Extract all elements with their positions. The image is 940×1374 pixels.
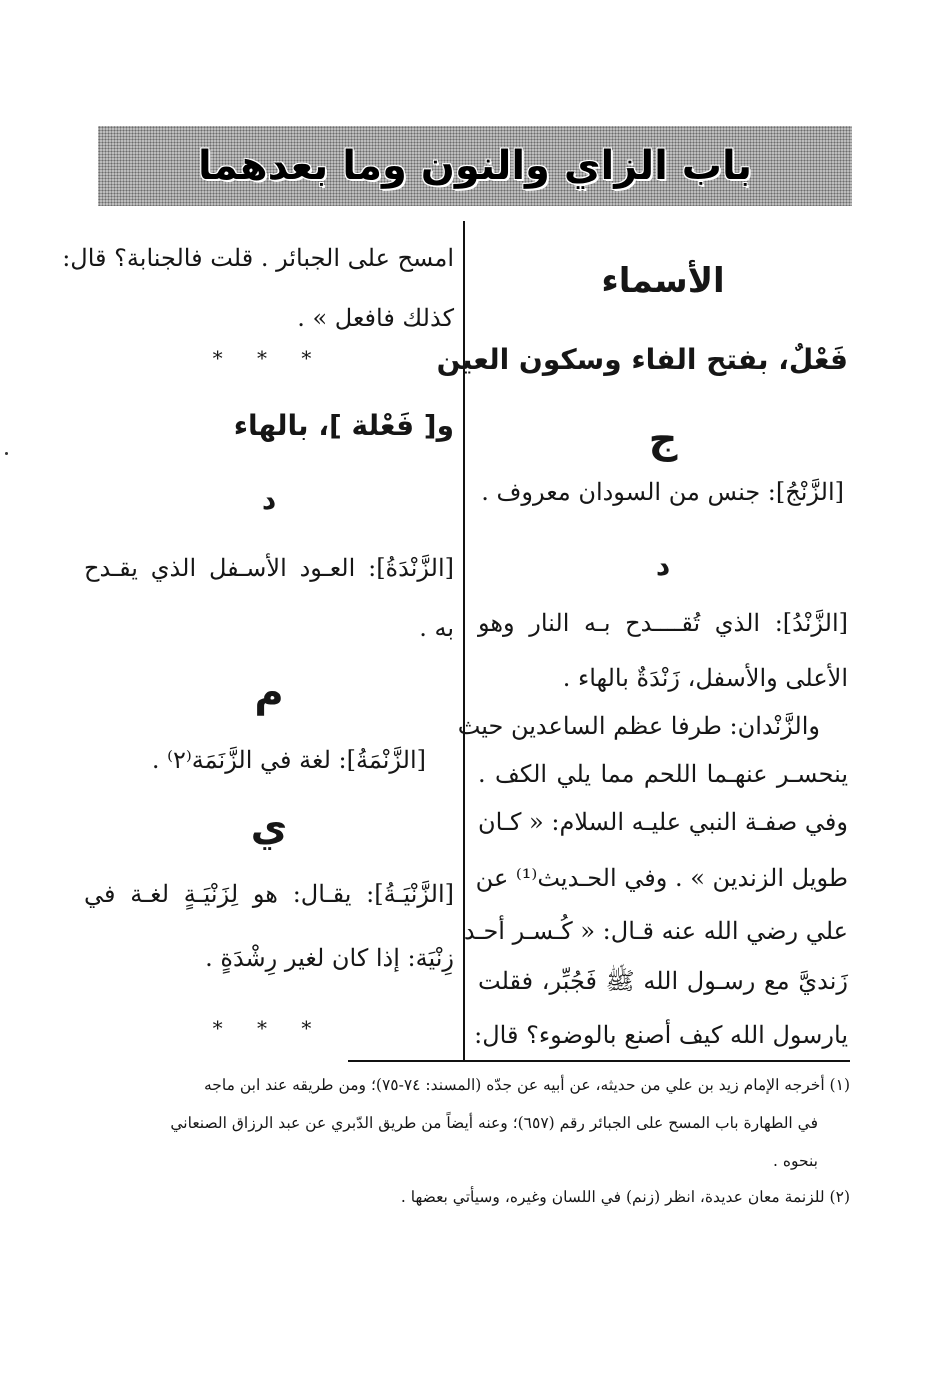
entry-line: زَنديَّ مع رسـول الله ﷺ فَجُبِّر، فقلت	[478, 967, 848, 995]
entry-line: والزَّنْدان: طرفا عظم الساعدين حيث	[457, 712, 820, 740]
section-heading: الأسماء	[601, 261, 725, 301]
footnote-line: في الطهارة باب المسح على الجبائر رقم (٦٥٧)؛ وعنه أيضاً من طريق الدّبري عن عبد الرزاق الصنعاني	[170, 1114, 818, 1132]
entry-line: كذلك فافعل » .	[297, 304, 454, 332]
entry-zanj: [الزَّنْجُ]: جنس من السودان معروف .	[481, 478, 844, 506]
entry-line: ينحسـر عنهـما اللحم مما يلي الكف .	[478, 760, 848, 788]
chapter-title: باب الزاي والنون وما بعدهما	[198, 143, 752, 189]
entry-line: زِنْيَة: إذا كان لغير رِشْدَةٍ .	[205, 944, 454, 972]
footnote-line: (٢) للزنمة معان عديدة، انظر (زنم) في اللسان وغيره، وسيأتي بعضها .	[400, 1188, 850, 1206]
entry-line: يارسول الله كيف أصنع بالوضوء؟ قال:	[474, 1021, 848, 1049]
letter-heading-dal: د	[261, 483, 277, 516]
footnote-line: بنحوه .	[773, 1152, 818, 1170]
entry-line: [الزَّنْدَةُ]: العـود الأسـفل الذي يقـدح	[84, 554, 454, 582]
footnote-line: (١) أخرجه الإمام زيد بن علي من حديثه، عن أبيه عن جدّه (المسند: ٧٤-٧٥)؛ ومن طريقه عند ابن ماجه	[203, 1076, 850, 1094]
scan-speck	[5, 452, 8, 455]
pattern-subheading: فَعْلٌ، بفتح الفاء وسكون العين	[436, 343, 848, 376]
entry-zanma: [الزَّنْمَةُ]: لغة في الزَّنَمَة⁽٢⁾ .	[151, 746, 426, 774]
separator-stars: * * *	[212, 1016, 326, 1040]
entry-line: [الزَّنْدُ]: الذي تُقــــدح بـه النار وهو	[478, 609, 848, 637]
entry-line: [الزَّنْيَـةُ]: يقـال: هو لِزَنْيَـةٍ لغـة في	[84, 880, 454, 908]
letter-heading-ya: ي	[250, 804, 288, 850]
entry-line: طويل الزندين » . وفي الحـديث⁽¹⁾ عن	[475, 864, 848, 892]
entry-line: وفي صفـة النبي عليـه السلام: « كـان	[478, 808, 848, 836]
entry-line: الأعلى والأسفل، زَنْدَةٌ بالهاء .	[562, 664, 848, 692]
chapter-banner	[98, 126, 852, 206]
entry-line: به .	[419, 614, 454, 642]
entry-line: امسح على الجبائر . قلت فالجنابة؟ قال:	[62, 244, 454, 272]
entry-line: علي رضي الله عنه قـال: « كُـسـر أحـد	[463, 917, 848, 945]
pattern-subheading: و[ فَعْلة ]، بالهاء	[233, 409, 454, 442]
letter-heading-mim: م	[254, 670, 284, 716]
letter-heading-dal: د	[655, 549, 671, 582]
footnote-rule	[348, 1060, 850, 1062]
separator-stars: * * *	[212, 346, 326, 370]
letter-heading-jim: ج	[648, 416, 678, 462]
